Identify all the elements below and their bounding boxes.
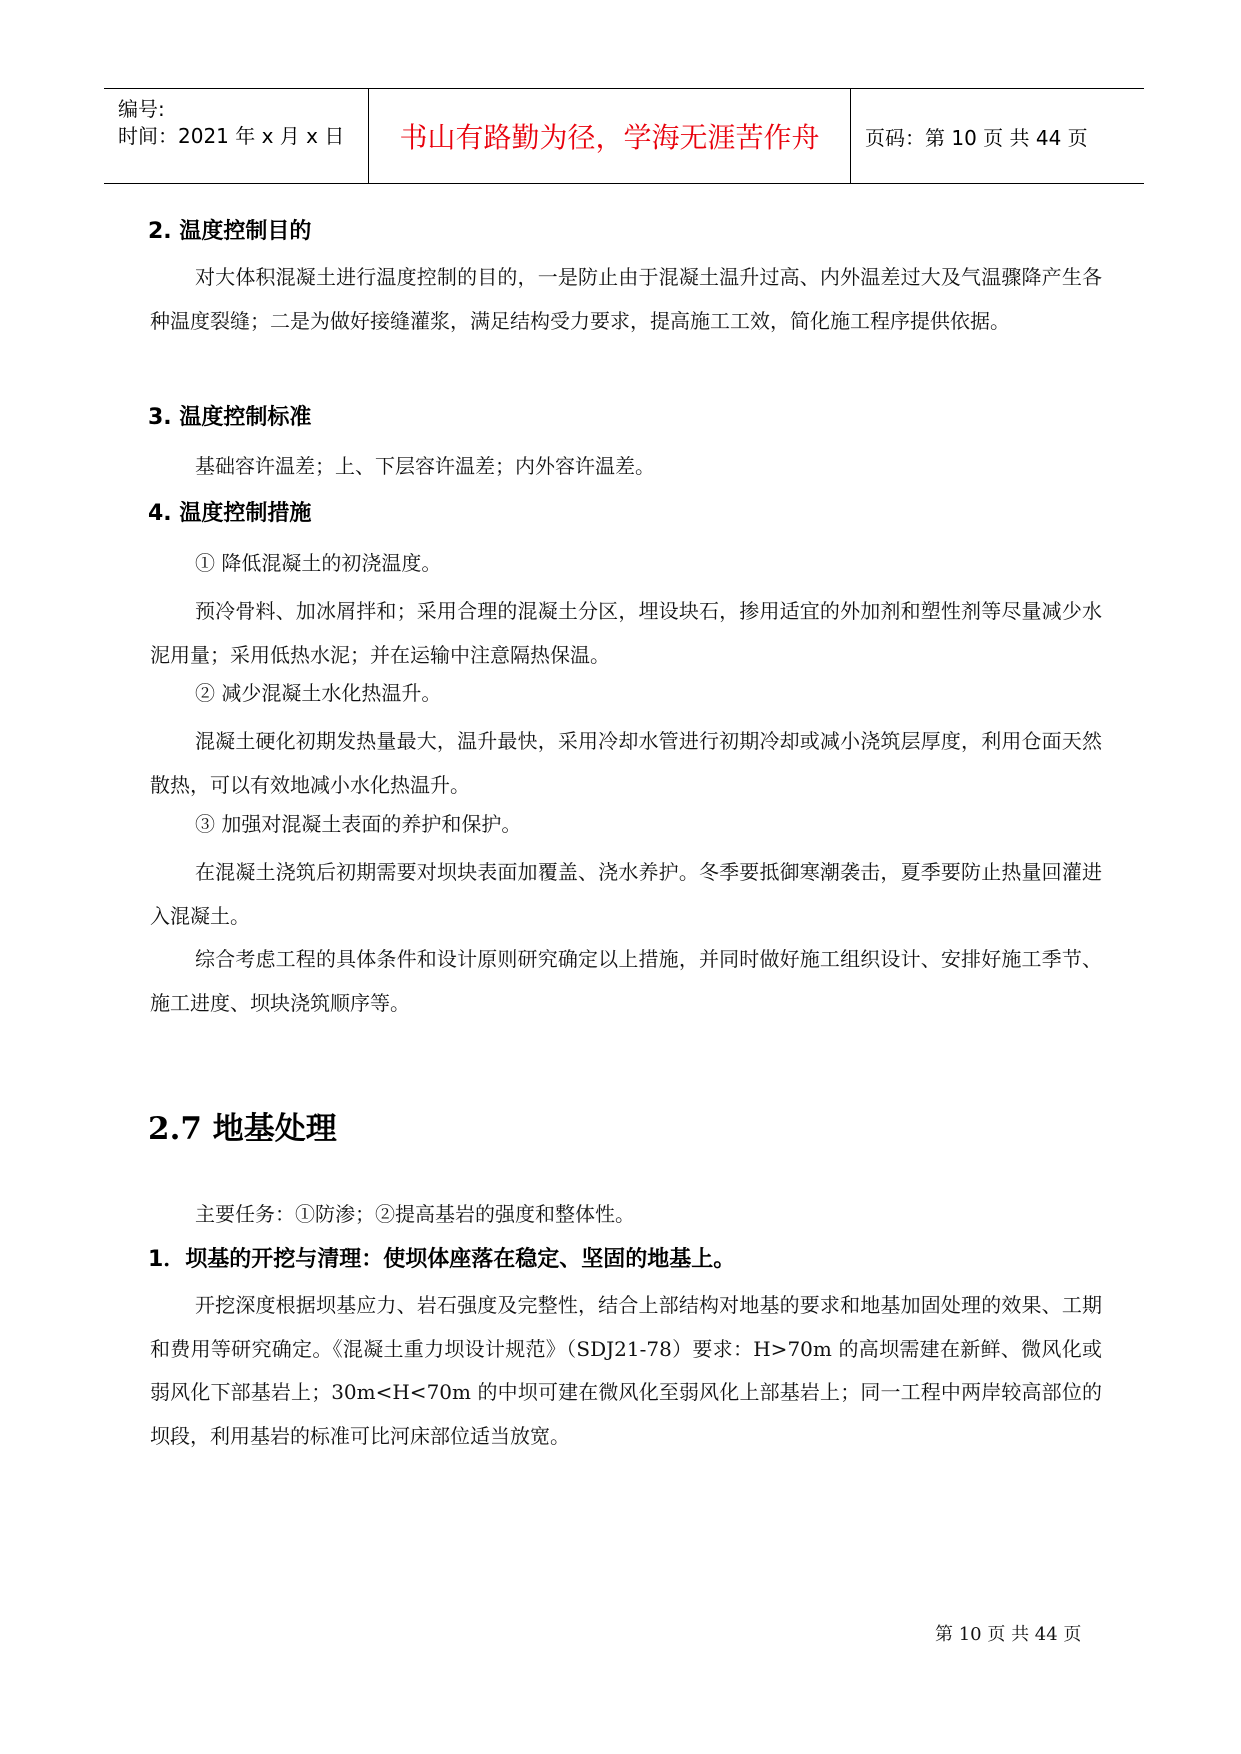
section-heading: 1．坝基的开挖与清理：使坝体座落在稳定、坚固的地基上。 (148, 1247, 736, 1272)
section-heading: 4. 温度控制措施 (148, 501, 312, 526)
paragraph: 在混凝土浇筑后初期需要对坝块表面加覆盖、浇水养护。冬季要抵御寒潮袭击，夏季要防止热量回灌进入混凝土。 (150, 860, 1102, 928)
section-heading: 2. 温度控制目的 (148, 219, 312, 244)
header-meta-cell (104, 89, 369, 183)
paragraph: 开挖深度根据坝基应力、岩石强度及完整性，结合上部结构对地基的要求和地基加固处理的效果、工期和费用等研究确定。《混凝土重力坝设计规范》（SDJ21-78）要求：H>70m 的高坝需建在新鲜、微风化或弱风化下部基岩上；30m<H<70m 的中坝可建在微风化至弱风化上部基岩上；同一工程中两岸较高部位的坝段，利用基岩的标准可比河床部位适当放宽。 (150, 1293, 1102, 1448)
paragraph: 综合考虑工程的具体条件和设计原则研究确定以上措施，并同时做好施工组织设计、安排好施工季节、施工进度、坝块浇筑顺序等。 (150, 947, 1102, 1015)
header-motto: 书山有路勤为径，学海无涯苦作舟 (399, 121, 820, 154)
header-page-code: 页码：第 10 页 共 44 页 (865, 125, 1088, 150)
measure-title: ① 降低混凝土的初浇温度。 (195, 551, 442, 575)
header-motto-cell (369, 89, 851, 183)
paragraph: 对大体积混凝土进行温度控制的目的，一是防止由于混凝土温升过高、内外温差过大及气温骤降产生各种温度裂缝；二是为做好接缝灌浆，满足结构受力要求，提高施工工效，简化施工程序提供依据。 (150, 265, 1102, 333)
page-header (104, 88, 1144, 184)
paragraph: 预冷骨料、加冰屑拌和；采用合理的混凝土分区，埋设块石，掺用适宜的外加剂和塑性剂等尽量减少水泥用量；采用低热水泥；并在运输中注意隔热保温。 (150, 599, 1102, 667)
document-time-label: 时间：2021 年 x 月 x 日 (118, 124, 345, 148)
text-line: 基础容许温差；上、下层容许温差；内外容许温差。 (195, 454, 655, 478)
measure-title: ② 减少混凝土水化热温升。 (195, 681, 442, 705)
text-line: 主要任务：①防渗；②提高基岩的强度和整体性。 (195, 1202, 635, 1226)
measure-title: ③ 加强对混凝土表面的养护和保护。 (195, 812, 522, 836)
paragraph: 混凝土硬化初期发热量最大，温升最快，采用冷却水管进行初期冷却或减小浇筑层厚度，利用仓面天然散热，可以有效地减小水化热温升。 (150, 729, 1102, 797)
chapter-heading: 2.7 地基处理 (148, 1111, 337, 1147)
page-footer: 第 10 页 共 44 页 (935, 1624, 1082, 1645)
document-number-label: 编号: (118, 97, 165, 121)
header-page-cell (851, 89, 1144, 183)
section-heading: 3. 温度控制标准 (148, 405, 312, 430)
